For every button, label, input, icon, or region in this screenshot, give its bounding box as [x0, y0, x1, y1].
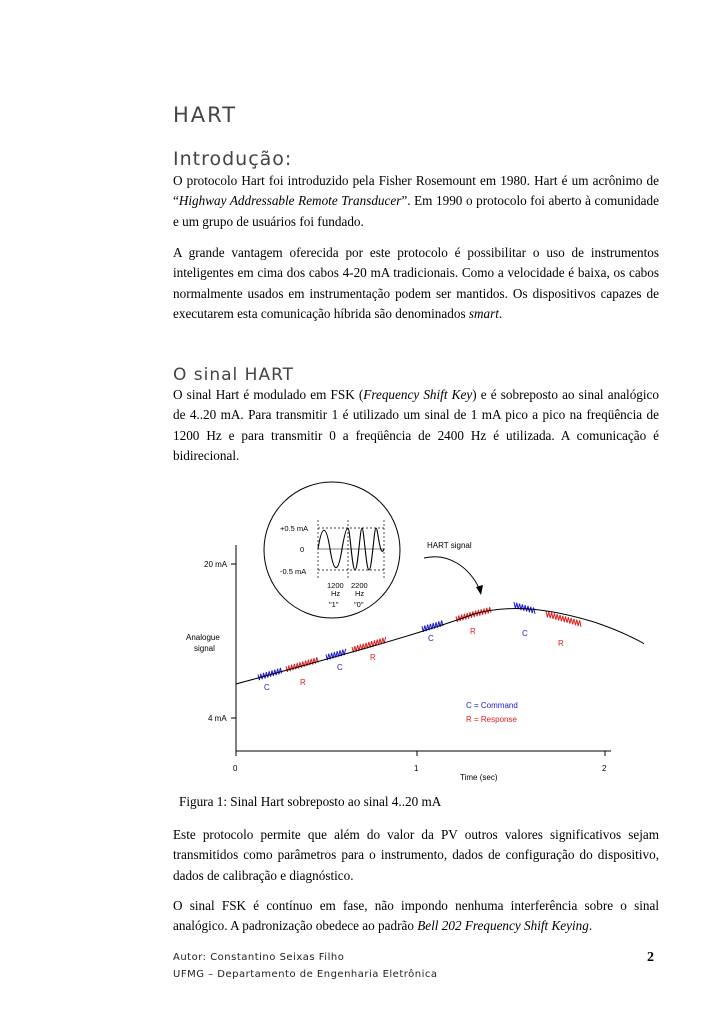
inset-label-minus: -0.5 mA: [280, 567, 307, 576]
intro-paragraph-1: O protocolo Hart foi introduzido pela Fisher Rosemount em 1980. Hart é um acrônimo de “Highway Addressable Remote Transducer”. Em 1990 o protocolo foi aberto à comunidade e um grupo de usuários foi fundado.: [173, 173, 659, 229]
y-axis-label-1: Analogue: [186, 633, 220, 642]
document-title: HART: [173, 103, 238, 127]
inset-hz-2: Hz: [355, 589, 365, 598]
y-tick-label-20: 20 mA: [204, 560, 228, 569]
response-burst-2: [286, 657, 318, 672]
y-tick-label-4: 4 mA: [208, 714, 227, 723]
x-tick-label-1: 1: [414, 764, 419, 773]
marker-c-3: C: [428, 634, 434, 643]
inset-bit-1: "1": [329, 600, 339, 609]
marker-r-2: R: [370, 653, 376, 662]
command-burst-1: [258, 668, 282, 680]
intro-paragraph-2: A grande vantagem oferecida por este protocolo é possibilitar o uso de instrumentos inteligentes em cima dos cabos 4-20 mA tradicionais. Como a velocidade é baixa, os cabos normalmente usados em instrumentação podem ser mantidos. Os dispositivos capazes de executarem esta comunicação híbrida são denominados smart.: [173, 245, 659, 322]
response-burst-8: [546, 611, 581, 627]
signal-bursts: [258, 602, 581, 680]
inset-bit-0: "0": [354, 600, 364, 609]
x-tick-label-0: 0: [233, 764, 238, 773]
closing-paragraph-1: Este protocolo permite que além do valor da PV outros valores significativos sejam transmitidos como parâmetros para o instrumento, dados de configuração do dispositivo, dados de calibração e diagnóstico.: [173, 827, 659, 883]
y-axis-label-2: signal: [194, 644, 215, 653]
inset-label-zero: 0: [300, 545, 305, 554]
figure-caption: Figura 1: Sinal Hart sobreposto ao sinal 4..20 mA: [179, 794, 442, 809]
hart-signal-figure: [174, 470, 644, 790]
inset-hz-1: Hz: [331, 589, 341, 598]
inset-freq-1: 1200: [327, 581, 344, 590]
page-number: 2: [647, 950, 654, 965]
marker-r-1: R: [300, 678, 306, 687]
command-burst-7: [514, 602, 535, 614]
footer-department: UFMG – Departamento de Engenharia Eletrônica: [173, 969, 438, 980]
marker-c-2: C: [337, 663, 343, 672]
x-axis-label: Time (sec): [460, 773, 498, 782]
signal-heading: O sinal HART: [173, 365, 295, 385]
legend-command: C = Command: [466, 701, 518, 710]
inset-label-plus: +0.5 mA: [280, 524, 309, 533]
signal-paragraph: O sinal Hart é modulado em FSK (Frequency Shift Key) e é sobreposto ao sinal analógico de 4..20 mA. Para transmitir 1 é utilizado um sinal de 1 mA pico a pico na freqüência de 1200 Hz e para transmitir 0 a freqüência de 2400 Hz é utilizada. A comunicação é bidirecional.: [173, 387, 660, 464]
marker-c-4: C: [522, 629, 528, 638]
hart-signal-label: HART signal: [427, 541, 472, 550]
legend-response: R = Response: [466, 715, 517, 724]
hart-signal-arrow: [424, 557, 480, 590]
marker-r-3: R: [470, 627, 476, 636]
footer-author: Autor: Constantino Seixas Filho: [173, 952, 345, 963]
inset-freq-2: 2200: [351, 581, 368, 590]
closing-paragraph-2: O sinal FSK é contínuo em fase, não impondo nenhuma interferência sobre o sinal analógico. A padronização obedece ao padrão Bell 202 Frequency Shift Keying.: [173, 898, 659, 934]
intro-heading: Introdução:: [173, 148, 293, 170]
x-tick-label-2: 2: [602, 764, 607, 773]
analogue-signal-curve: [236, 609, 644, 684]
marker-r-4: R: [558, 639, 564, 648]
marker-c-1: C: [264, 683, 270, 692]
